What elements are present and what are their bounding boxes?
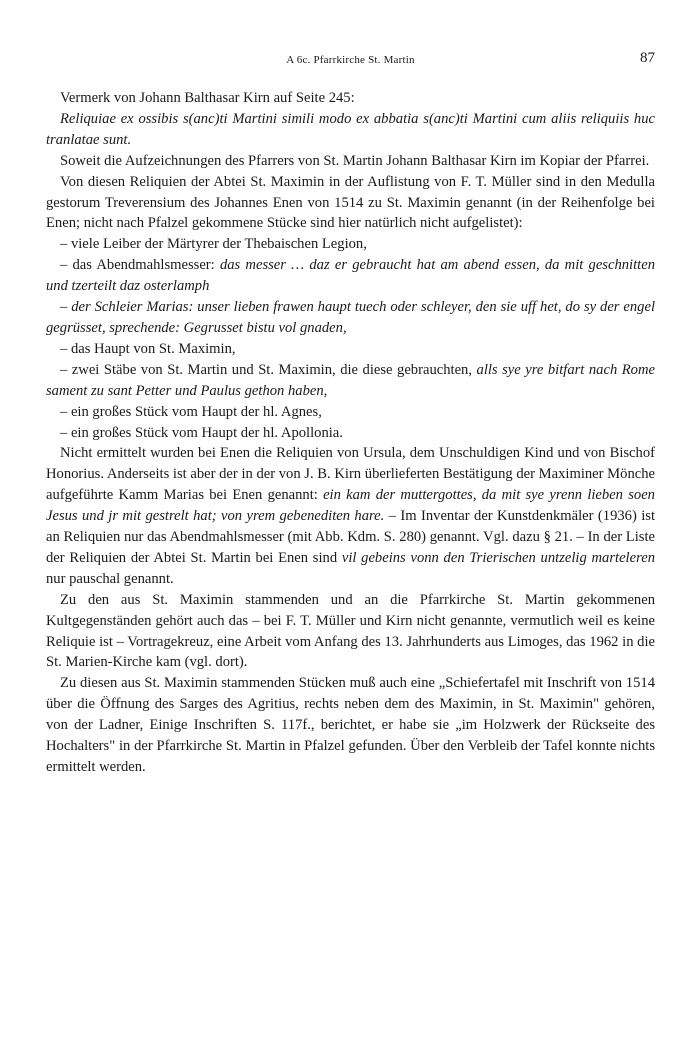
list-item: – ein großes Stück vom Haupt der hl. Apollonia. bbox=[60, 424, 343, 441]
document-page bbox=[46, 50, 655, 778]
paragraph-note: Vermerk von Johann Balthasar Kirn auf Seite 245: bbox=[60, 90, 355, 106]
list-item-quote: das messer … daz er gebraucht hat am abend essen, da mit geschnitten und tzerteilt daz osterlamph bbox=[46, 257, 655, 295]
text-run: Nicht ermittelt wurden bei Enen die Reliquien von Ursula, dem Unschuldigen Kind und von Bischof Honorius. Anderseits ist aber der in der von J. B. Kirn überlieferten Bestätigung der Maximiner Mönche aufgeführte Kamm Marias bei Enen genannt: bbox=[46, 445, 655, 504]
running-head: A 6c. Pfarrkirche St. Martin bbox=[286, 54, 415, 66]
text-run: nur pauschal genannt. bbox=[46, 570, 174, 587]
paragraph-slate-tablet: Zu diesen aus St. Maximin stammenden Stücken muß auch eine „Schiefertafel mit Inschrift von 1514 über die Öffnung des Sarges des Agritius, rechts neben dem des Maximin, in St. Maximin" gehören, von der Ladner, Einige Inschriften S. 117f., berichtet, er habe sie „im Holzwerk der Rückseite des Hochalters" in der Pfarrkirche St. Martin in Pfalzel gefunden. Über den Verbleib der Tafel konnte nichts ermittelt werden. bbox=[46, 675, 655, 775]
list-item bbox=[46, 360, 655, 402]
list-item-quote: alls sye yre bitfart nach Rome sament zu sant Petter und Paulus gethon haben, bbox=[46, 361, 655, 399]
list-item: – ein großes Stück vom Haupt der hl. Agnes, bbox=[60, 403, 322, 420]
paragraph-enen-intro: Von diesen Reliquien der Abtei St. Maximin in der Auflistung von F. T. Müller sind in den Medulla gestorum Treverensium des Johannes Enen von 1514 zu St. Maximin genannt (in der Reihenfolge bei Enen; nicht nach Pfalzel gekommene Stücke sind hier natürlich nicht aufgelistet): bbox=[46, 173, 655, 232]
list-item-text: – zwei Stäbe von St. Martin und St. Maximin, die diese gebrauchten, bbox=[60, 361, 477, 378]
paragraph-cross: Zu den aus St. Maximin stammenden und an die Pfarrkirche St. Martin gekommenen Kultgegenständen gehört auch das – bei F. T. Müller und Kirn nicht genannte, vermutlich weil es keine Reliquie ist – Vortragekreuz, eine Arbeit vom Anfang des 13. Jahrhunderts aus Limoges, das 1962 in die St. Marien-Kirche kam (vgl. dort). bbox=[46, 591, 655, 671]
list-item-text: – das Abendmahlsmesser: bbox=[60, 257, 220, 274]
paragraph-summary: Soweit die Aufzeichnungen des Pfarrers von St. Martin Johann Balthasar Kirn im Kopiar der Pfarrei. bbox=[60, 152, 650, 169]
latin-quote: Reliquiae ex ossibis s(anc)ti Martini simili modo ex abbatia s(anc)ti Martini cum aliis reliquiis huc tranlatae sunt. bbox=[46, 110, 655, 148]
list-item bbox=[46, 297, 655, 339]
list-item: – viele Leiber der Märtyrer der Thebaischen Legion, bbox=[60, 236, 367, 253]
paragraph-not-found bbox=[46, 443, 655, 589]
list-item bbox=[46, 255, 655, 297]
list-item-quote: – der Schleier Marias: unser lieben frawen haupt tuech oder schleyer, den sie uff het, do sy der engel gegrüsset, sprechende: Gegrusset bistu vol gnaden, bbox=[46, 299, 655, 336]
paragraph-latin-quote bbox=[46, 109, 655, 151]
page-number: 87 bbox=[640, 50, 655, 66]
quote-run: vil gebeins vonn den Trierischen untzelig marteleren bbox=[341, 549, 655, 566]
quote-run: ein kam der muttergottes, da mit sye yrenn lieben soen Jesus und jr mit gestrelt hat; von yrem gebenediten hare. bbox=[46, 487, 655, 525]
body-text bbox=[46, 88, 655, 778]
page-header bbox=[46, 50, 655, 72]
text-run: – Im Inventar der Kunstdenkmäler (1936) ist an Reliquien nur das Abendmahlsmesser (mit Abb. Kdm. S. 280) genannt. Vgl. dazu § 21. – In der Liste der Reliquien der Abtei St. Martin bei Enen sind bbox=[46, 508, 656, 566]
list-item: – das Haupt von St. Maximin, bbox=[60, 340, 236, 357]
